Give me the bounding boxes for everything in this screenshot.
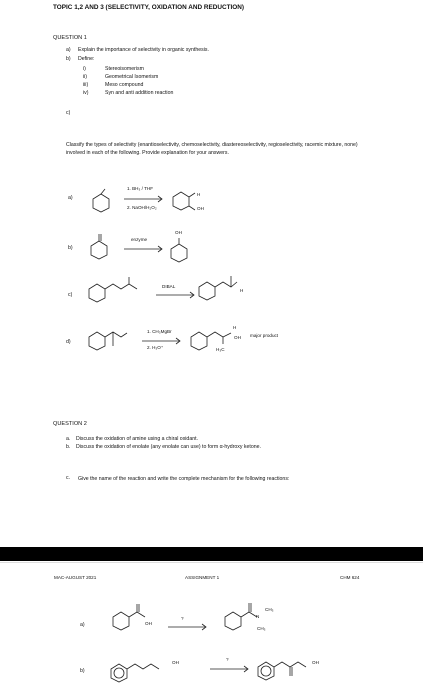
define-text-iv: Syn and anti addition reaction — [105, 90, 174, 96]
product-c-h-label: H — [240, 288, 244, 293]
q1-item-label-a: a) — [66, 47, 71, 53]
define-text-ii: Geometrical Isomerism — [105, 74, 159, 80]
reaction-label-c: c) — [68, 292, 73, 298]
product-d-methyl-label: H₃C — [216, 347, 225, 352]
page2-reaction-b-question: ? — [226, 657, 229, 662]
reaction-label-a: a) — [68, 195, 73, 201]
q1-item-label-b: b) — [66, 56, 71, 62]
product-a-h-label: H — [197, 192, 201, 197]
define-label-iv: iv) — [83, 90, 89, 96]
page2-reaction-a-question: ? — [181, 616, 184, 621]
define-text-iii: Meso compound — [105, 82, 144, 88]
reactant-c-structure — [86, 276, 146, 304]
page2-product-b-structure — [255, 654, 317, 690]
define-text-i: Stereoisomerism — [105, 66, 144, 72]
product-c-structure — [196, 274, 246, 302]
page2-reaction-label-a: a) — [80, 622, 85, 628]
page2-header-right: CHM 624 — [340, 575, 360, 580]
reaction-label-d: d) — [66, 339, 71, 345]
q2-item-label-c: c. — [66, 475, 71, 481]
product-d-major-note: major product — [250, 333, 279, 338]
reactant-b-structure — [88, 229, 110, 263]
page2-reactant-b-structure — [108, 656, 172, 684]
reaction-d-arrow — [142, 338, 182, 344]
page2-header-left: MAC-AUGUST 2021 — [54, 575, 97, 580]
page-separator-line — [0, 562, 423, 563]
page2-reactant-b-oh-label: OH — [172, 660, 179, 665]
define-label-iii: iii) — [83, 82, 89, 88]
product-d-h-label: H — [233, 325, 237, 330]
classify-instructions: Classify the types of selectivity (enantioselectivity, chemoselectivity, diastereoselectivity, regioselectivity, racemic mixture, none) involved in each of the following. Provide explanation for your answers. — [66, 142, 358, 156]
page2-reaction-b-arrow — [210, 666, 250, 672]
q2-item-label-b: b. — [66, 444, 71, 450]
page2-header-center: ASSIGNMENT 1 — [185, 575, 220, 580]
reaction-a-reagent-bottom: 2. NaOH/H₂O₂ — [127, 205, 157, 210]
reactant-a-structure — [90, 192, 112, 214]
product-a-structure — [170, 190, 200, 212]
product-d-oh-label: OH — [234, 335, 241, 340]
q2-item-text-b: Discuss the oxidation of enolate (any enolate can use) to form α-hydroxy ketone. — [76, 444, 261, 450]
reaction-b-reagent: enzyme — [131, 237, 148, 242]
reaction-a-arrow — [124, 196, 164, 202]
reaction-c-arrow — [156, 292, 196, 298]
question-2-heading: QUESTION 2 — [53, 421, 87, 427]
product-b-structure — [168, 236, 190, 264]
q2-item-text-a: Discuss the oxidation of amine using a chiral oxidant. — [76, 436, 198, 442]
page2-product-b-oh-label: OH — [312, 660, 319, 665]
q2-item-label-a: a. — [66, 436, 71, 442]
reaction-label-b: b) — [68, 245, 73, 251]
page2-reaction-label-b: b) — [80, 668, 85, 674]
reaction-b-arrow — [124, 246, 164, 252]
reaction-d-reagent-bottom: 2. H₃O⁺ — [147, 345, 164, 350]
page-divider — [0, 547, 423, 561]
page2-reaction-a-arrow — [168, 624, 208, 630]
page2-reactant-a-oh-label: OH — [145, 621, 152, 626]
question-1-heading: QUESTION 1 — [53, 35, 87, 41]
reaction-c-reagent: DIBAL — [162, 284, 176, 289]
q1-item-label-c: c) — [66, 110, 71, 116]
page-title: TOPIC 1,2 AND 3 (SELECTIVITY, OXIDATION AND REDUCTION) — [53, 4, 245, 11]
page2-product-a-ch3-top: CH₃ — [265, 607, 274, 612]
product-a-oh-label: OH — [197, 206, 204, 211]
q1-item-text-a: Explain the importance of selectivity in organic synthesis. — [78, 47, 209, 53]
page2-reactant-a-structure — [110, 602, 156, 634]
reactant-d-structure — [86, 324, 136, 354]
reaction-d-reagent-top: 1. CH₃MgBr — [147, 329, 172, 334]
q2-item-text-c: Give the name of the reaction and write the complete mechanism for the following reactions: — [78, 476, 290, 482]
page2-product-a-n-label: N — [256, 614, 260, 619]
define-label-i: i) — [83, 66, 86, 72]
reaction-a-reagent-top: 1. BH₃ / THF — [127, 186, 154, 191]
page2-product-a-ch3-bottom: CH₃ — [257, 626, 266, 631]
product-b-oh-label: OH — [175, 230, 182, 235]
q1-item-text-b: Define: — [78, 56, 95, 62]
define-label-ii: ii) — [83, 74, 88, 80]
